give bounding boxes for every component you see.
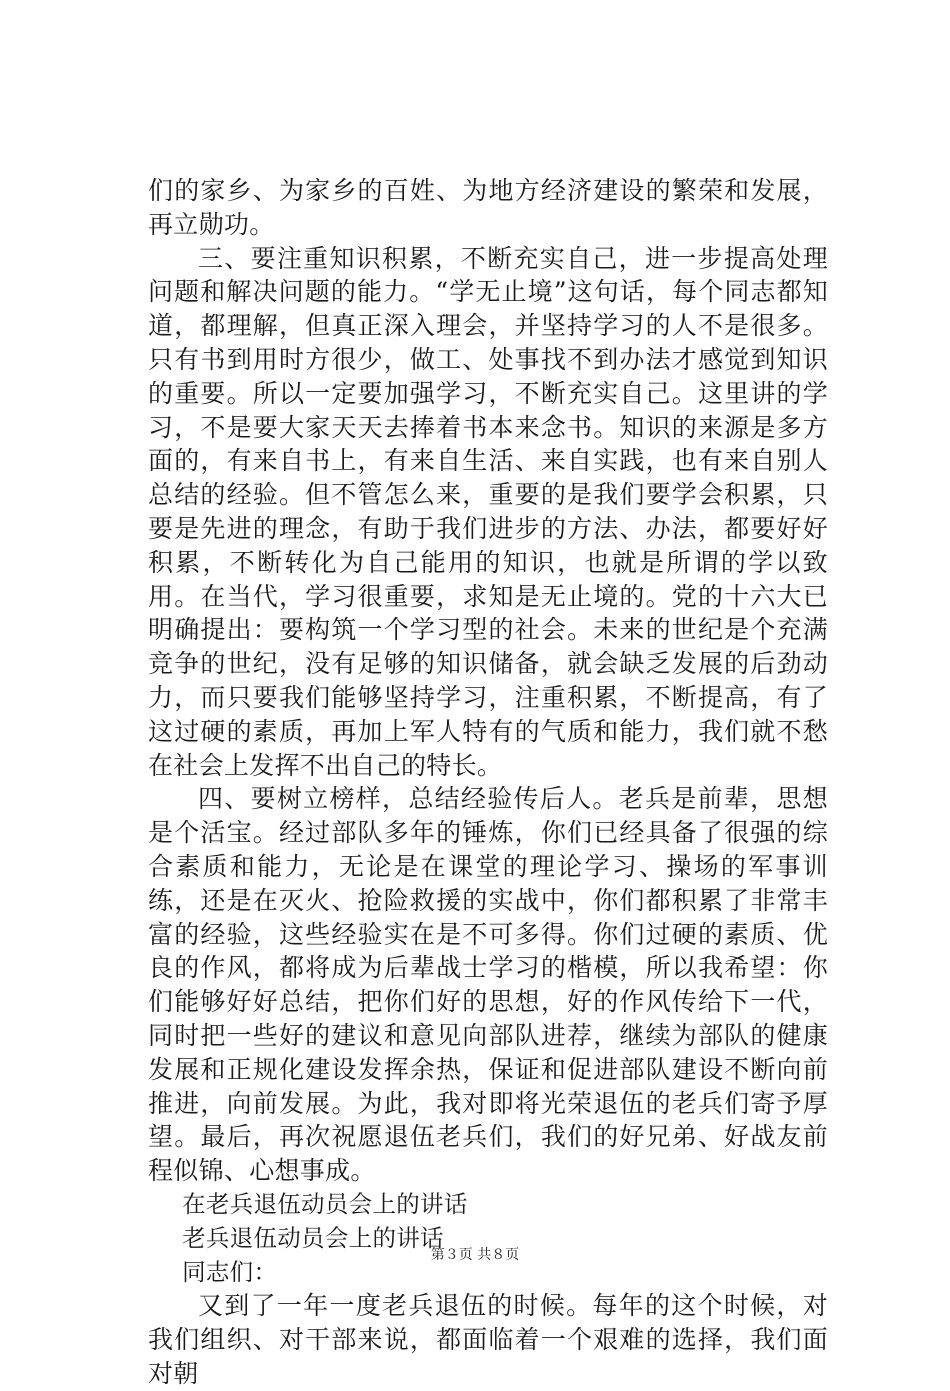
speech-subtitle: 老兵退伍动员会上的讲话 [182, 1223, 444, 1252]
salutation: 同志们： [182, 1257, 278, 1286]
paragraph-opening: 又到了一年一度老兵退伍的时候。每年的这个时候，对我们组织、对干部来说，都面临着一个艰难的选择，我们面对朝 [148, 1291, 828, 1388]
document-body [148, 174, 828, 1391]
page-number-footer: 第３页 共８页 [430, 1247, 520, 1263]
paragraph-section-three: 三、要注重知识积累，不断充实自己，进一步提高处理问题和解决问题的能力。“学无止境”这句话，每个同志都知道，都理解，但真正深入理会，并坚持学习的人不是很多。只有书到用时方很少，做工、处事找不到办法才感觉到知识的重要。所以一定要加强学习，不断充实自己。这里讲的学习，不是要大家天天去捧着书本来念书。知识的来源是多方面的，有来自书上，有来自生活、来自实践，也有来自别人总结的经验。但不管怎么来，重要的是我们要学会积累，只要是先进的理念，有助于我们进步的方法、办法，都要好好积累，不断转化为自己能用的知识，也就是所谓的学以致用。在当代，学习很重要，求知是无止境的。党的十六大已明确提出：要构筑一个学习型的社会。未来的世纪是个充满竞争的世纪，没有足够的知识储备，就会缺乏发展的后劲动力，而只要我们能够坚持学习，注重积累，不断提高，有了这过硬的素质，再加上军人特有的气质和能力，我们就不愁在社会上发挥不出自己的特长。 [148, 243, 828, 780]
speech-title: 在老兵退伍动员会上的讲话 [182, 1189, 468, 1218]
paragraph-section-four: 四、要树立榜样，总结经验传后人。老兵是前辈，思想是个活宝。经过部队多年的锤炼，你们已经具备了很强的综合素质和能力，无论是在课堂的理论学习、操场的军事训练，还是在灭火、抢险救援的实战中，你们都积累了非常丰富的经验，这些经验实在是不可多得。你们过硬的素质、优良的作风，都将成为后辈战士学习的楷模，所以我希望：你们能够好好总结，把你们好的思想，好的作风传给下一代，同时把一些好的建议和意见向部队进荐，继续为部队的健康发展和正规化建设发挥余热，保证和促进部队建设不断向前推进，向前发展。为此，我对即将光荣退伍的老兵们寄予厚望。最后，再次祝愿退伍老兵们，我们的好兄弟、好战友前程似锦、心想事成。 [148, 784, 828, 1186]
paragraph-continuation: 们的家乡、为家乡的百姓、为地方经济建设的繁荣和发展，再立勋功。 [148, 176, 828, 239]
